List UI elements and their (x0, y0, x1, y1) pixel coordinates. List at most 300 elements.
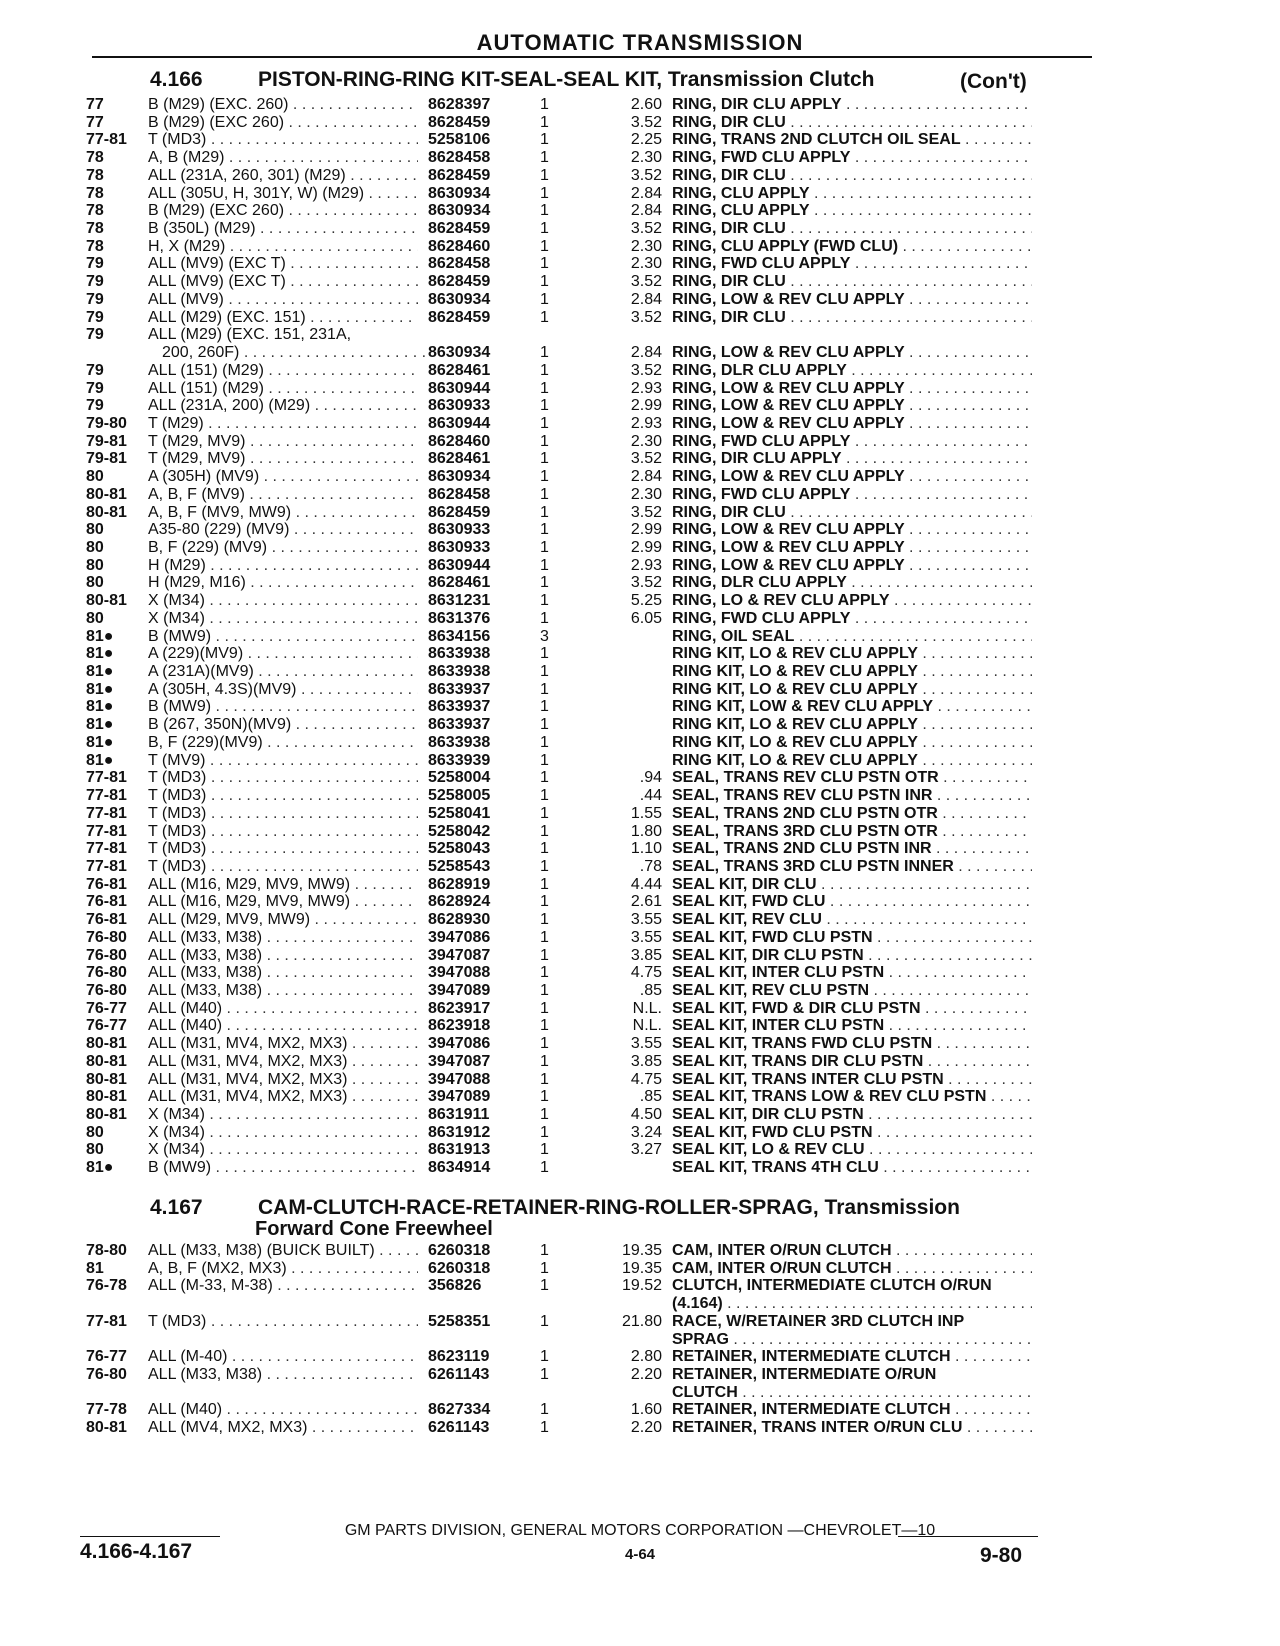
continued-label: (Con't) (960, 70, 1027, 93)
price: 2.99 (630, 539, 662, 556)
part-name: RING, FWD CLU APPLY . . . (672, 433, 1032, 451)
model-year: 76-80 (86, 964, 127, 982)
price: 2.80 (630, 1348, 662, 1366)
table-row (0, 911, 1280, 930)
quantity: 1 (540, 1035, 549, 1053)
part-name: RING, LOW & REV CLU APPLY . . . (672, 539, 1032, 557)
part-number: 8623918 (428, 1017, 491, 1035)
application: T (M29) . . . (148, 415, 418, 433)
quantity: 1 (540, 397, 549, 415)
model-year: 80 (86, 1123, 104, 1141)
model-year: 77-81 (86, 840, 127, 858)
part-name: SEAL KIT, DIR CLU . . . (672, 876, 1032, 894)
part-number: 5258351 (428, 1312, 491, 1330)
table-row (0, 876, 1280, 895)
table-row (0, 592, 1280, 611)
application: T (MD3) . . . (148, 805, 418, 823)
application: ALL (MV4, MX2, MX3) . . . (148, 1419, 418, 1437)
application: T (MV9) . . . (148, 752, 418, 770)
price: 2.30 (630, 149, 662, 167)
part-name: RING, FWD CLU APPLY . . . (672, 255, 1032, 273)
part-name: RING, LO & REV CLU APPLY . . . (672, 592, 1032, 610)
table-row (0, 1000, 1280, 1019)
model-year: 76-81 (86, 911, 127, 929)
price: 2.30 (630, 255, 662, 273)
part-number: 8630944 (428, 414, 491, 432)
part-name: RING, CLU APPLY . . . (672, 185, 1032, 203)
table-row (0, 610, 1280, 629)
table-row (0, 964, 1280, 983)
application: ALL (M29) (EXC. 151, 231A, (148, 326, 352, 344)
table-row (0, 468, 1280, 487)
footer-page-number: 4-64 (624, 1546, 656, 1563)
price: 1.60 (630, 1401, 662, 1419)
price: 3.55 (630, 928, 662, 946)
model-year: 79 (86, 379, 104, 397)
quantity: 1 (540, 1259, 549, 1277)
quantity: 1 (540, 1088, 549, 1106)
part-name: SEAL KIT, TRANS FWD CLU PSTN . . . (672, 1035, 1032, 1053)
part-number: 8633938 (428, 733, 491, 751)
application: B (MW9) . . . (148, 628, 418, 646)
quantity: 1 (540, 1242, 549, 1259)
price: 2.93 (630, 379, 662, 397)
application: A, B, F (MV9) . . . (148, 486, 418, 504)
part-name: RING, LOW & REV CLU APPLY . . . (672, 557, 1032, 575)
quantity: 1 (540, 149, 549, 167)
part-name: RETAINER, TRANS INTER O/RUN CLU . . . (672, 1419, 1032, 1437)
table-row (0, 1159, 1280, 1178)
model-year: 80 (86, 521, 104, 539)
model-year: 79 (86, 308, 104, 326)
table-row (0, 539, 1280, 558)
quantity: 1 (540, 857, 549, 875)
price: 2.84 (630, 202, 662, 220)
table-row (0, 504, 1280, 523)
part-name: RING, DIR CLU APPLY . . . (672, 96, 1032, 114)
price: 3.27 (630, 1141, 662, 1159)
application: B (MW9) . . . (148, 698, 418, 716)
price: 19.52 (621, 1277, 662, 1295)
model-year: 78-80 (86, 1242, 127, 1259)
price: 21.80 (621, 1312, 662, 1330)
part-name: RING, FWD CLU APPLY . . . (672, 149, 1032, 167)
part-number: 8623917 (428, 999, 491, 1017)
quantity: 1 (540, 946, 549, 964)
application: ALL (M16, M29, MV9, MW9) . . . (148, 876, 418, 894)
application: ALL (M16, M29, MV9, MW9) . . . (148, 893, 418, 911)
part-number: 8628459 (428, 308, 491, 326)
footer-date: 9-80 (980, 1544, 1023, 1567)
quantity: 1 (540, 1159, 549, 1177)
quantity: 1 (540, 468, 549, 486)
table-row (0, 823, 1280, 842)
price: 4.75 (630, 964, 662, 982)
table-row (0, 185, 1280, 204)
part-name: RING, DIR CLU . . . (672, 273, 1032, 291)
quantity: 1 (540, 379, 549, 397)
model-year: 77-81 (86, 857, 127, 875)
table-row (0, 752, 1280, 771)
part-name: RING, LOW & REV CLU APPLY . . . (672, 380, 1032, 398)
quantity: 1 (540, 237, 549, 255)
part-name: SEAL KIT, TRANS 4TH CLU . . . (672, 1159, 1032, 1177)
application: ALL (M33, M38) . . . (148, 964, 418, 982)
quantity: 1 (540, 645, 549, 663)
model-year: 79 (86, 361, 104, 379)
part-name: SEAL KIT, REV CLU PSTN . . . (672, 982, 1032, 1000)
model-year: 80 (86, 556, 104, 574)
model-year: 78 (86, 220, 104, 238)
model-year: 81 (86, 1259, 104, 1277)
model-year: 81● (86, 751, 114, 769)
model-year: 79 (86, 397, 104, 415)
quantity: 1 (540, 432, 549, 450)
part-number: 8628459 (428, 220, 491, 238)
application: 200, 260F) . . . (162, 344, 432, 362)
application: ALL (151) (M29) . . . (148, 380, 418, 398)
model-year: 77-81 (86, 787, 127, 805)
header-rule (92, 56, 1092, 58)
quantity: 1 (540, 414, 549, 432)
application: B (350L) (M29) . . . (148, 220, 418, 238)
application: ALL (M29) (EXC. 151) . . . (148, 309, 418, 327)
quantity: 1 (540, 96, 549, 113)
model-year: 77-78 (86, 1401, 127, 1419)
price: 2.99 (630, 521, 662, 539)
part-number: 8628458 (428, 149, 491, 167)
table-row (0, 1088, 1280, 1107)
table-row (0, 1313, 1280, 1332)
application: X (M34) . . . (148, 1106, 418, 1124)
application: A, B, F (MX2, MX3) . . . (148, 1260, 418, 1278)
application: A (229)(MV9) . . . (148, 645, 418, 663)
part-name: RING, CLU APPLY . . . (672, 202, 1032, 220)
application: A (231A)(MV9) . . . (148, 663, 418, 681)
quantity: 1 (540, 1348, 549, 1366)
table-row (0, 982, 1280, 1001)
model-year: 80 (86, 468, 104, 486)
model-year: 80-81 (86, 1106, 127, 1124)
part-number: 8628458 (428, 255, 491, 273)
part-name: SEAL KIT, INTER CLU PSTN . . . (672, 1017, 1032, 1035)
part-number: 8631913 (428, 1141, 491, 1159)
table-row (0, 769, 1280, 788)
part-number: 8633937 (428, 698, 491, 716)
model-year: 76-80 (86, 928, 127, 946)
quantity: 1 (540, 1312, 549, 1330)
section-title-line2: Forward Cone Freewheel (255, 1218, 493, 1240)
model-year: 79-81 (86, 432, 127, 450)
quantity: 1 (540, 822, 549, 840)
price: 1.55 (630, 804, 662, 822)
part-name: RING, DLR CLU APPLY . . . (672, 574, 1032, 592)
table-row (0, 858, 1280, 877)
model-year: 80-81 (86, 1052, 127, 1070)
table-row (0, 326, 1280, 345)
part-number: 5258005 (428, 787, 491, 805)
quantity: 3 (540, 627, 549, 645)
part-name: RING, LOW & REV CLU APPLY . . . (672, 468, 1032, 486)
part-name: RING, CLU APPLY (FWD CLU) . . . (672, 238, 1032, 256)
part-number: 6260318 (428, 1242, 491, 1259)
table-row (0, 1260, 1280, 1279)
quantity: 1 (540, 574, 549, 592)
table-row (0, 96, 1280, 115)
part-number: 3947089 (428, 1088, 491, 1106)
part-name: SEAL KIT, FWD CLU PSTN . . . (672, 1124, 1032, 1142)
application: ALL (M40) . . . (148, 1017, 418, 1035)
table-row (0, 1071, 1280, 1090)
table-row (0, 893, 1280, 912)
model-year: 81● (86, 627, 114, 645)
model-year: 77-81 (86, 769, 127, 787)
quantity: 1 (540, 964, 549, 982)
application: ALL (305U, H, 301Y, W) (M29) . . . (148, 185, 418, 203)
part-number: 3947086 (428, 928, 491, 946)
table-row (0, 1419, 1280, 1438)
model-year: 76-77 (86, 999, 127, 1017)
part-number: 8631912 (428, 1123, 491, 1141)
part-name: SEAL KIT, TRANS LOW & REV CLU PSTN . . . (672, 1088, 1032, 1106)
model-year: 77 (86, 113, 104, 131)
application: X (M34) . . . (148, 610, 418, 628)
price: 3.52 (630, 308, 662, 326)
quantity: 1 (540, 1017, 549, 1035)
model-year: 78 (86, 202, 104, 220)
price: .44 (639, 787, 662, 805)
part-number: 8630944 (428, 379, 491, 397)
price: 3.52 (630, 166, 662, 184)
table-row (0, 1295, 1280, 1314)
quantity: 1 (540, 911, 549, 929)
quantity: 1 (540, 450, 549, 468)
quantity: 1 (540, 166, 549, 184)
quantity: 1 (540, 521, 549, 539)
part-name: SEAL, TRANS REV CLU PSTN INR . . . (672, 787, 1032, 805)
table-row (0, 574, 1280, 593)
model-year: 80 (86, 574, 104, 592)
part-number: 8628459 (428, 113, 491, 131)
table-row (0, 929, 1280, 948)
price: 3.52 (630, 361, 662, 379)
part-name: SEAL, TRANS REV CLU PSTN OTR . . . (672, 769, 1032, 787)
part-name: RING, DIR CLU APPLY . . . (672, 450, 1032, 468)
part-name: SEAL KIT, DIR CLU PSTN . . . (672, 947, 1032, 965)
price: 4.44 (630, 875, 662, 893)
part-number: 3947087 (428, 1052, 491, 1070)
application: B (M29) (EXC. 260) . . . (148, 96, 418, 114)
section-4-167 (0, 1196, 1280, 1240)
model-year: 78 (86, 237, 104, 255)
quantity: 1 (540, 592, 549, 610)
application: ALL (151) (M29) . . . (148, 362, 418, 380)
part-number: 8630933 (428, 521, 491, 539)
section-title: PISTON-RING-RING KIT-SEAL-SEAL KIT, Transmission Clutch (258, 68, 875, 91)
price: 3.55 (630, 911, 662, 929)
part-name: RING, DIR CLU . . . (672, 167, 1032, 185)
price: 3.52 (630, 220, 662, 238)
quantity: 1 (540, 131, 549, 149)
quantity: 1 (540, 220, 549, 238)
part-name: RETAINER, INTERMEDIATE O/RUN (672, 1365, 937, 1383)
model-year: 80-81 (86, 592, 127, 610)
part-name: RING, OIL SEAL . . . (672, 628, 1032, 646)
part-name: RING, LOW & REV CLU APPLY . . . (672, 521, 1032, 539)
part-number: 6261143 (428, 1419, 490, 1436)
model-year: 77-81 (86, 1312, 127, 1330)
part-number: 8634914 (428, 1159, 491, 1177)
application: T (MD3) . . . (148, 823, 418, 841)
part-name: RING KIT, LO & REV CLU APPLY . . . (672, 645, 1032, 663)
price: 3.85 (630, 946, 662, 964)
part-number: 8633938 (428, 663, 491, 681)
price: 4.75 (630, 1070, 662, 1088)
table-row (0, 202, 1280, 221)
price: 2.30 (630, 485, 662, 503)
application: ALL (MV9) . . . (148, 291, 418, 309)
price: 19.35 (621, 1242, 662, 1259)
part-number: 8633937 (428, 716, 491, 734)
model-year: 81● (86, 645, 114, 663)
application: A (305H) (MV9) . . . (148, 468, 418, 486)
part-number: 8628461 (428, 574, 491, 592)
section-number: 4.166 (150, 68, 203, 91)
table-row (0, 255, 1280, 274)
price: 2.20 (630, 1365, 662, 1383)
part-name: SEAL, TRANS 3RD CLU PSTN OTR . . . (672, 823, 1032, 841)
table-row (0, 645, 1280, 664)
price: 2.84 (630, 468, 662, 486)
part-name: RETAINER, INTERMEDIATE CLUTCH . . . (672, 1348, 1032, 1366)
part-name: RING KIT, LO & REV CLU APPLY . . . (672, 752, 1032, 770)
table-row (0, 787, 1280, 806)
part-name: SEAL KIT, INTER CLU PSTN . . . (672, 964, 1032, 982)
part-number: 8628461 (428, 361, 491, 379)
model-year: 76-80 (86, 982, 127, 999)
quantity: 1 (540, 361, 549, 379)
model-year: 80-81 (86, 1070, 127, 1088)
part-name: RING, LOW & REV CLU APPLY . . . (672, 291, 1032, 309)
application: H, X (M29) . . . (148, 238, 418, 256)
table-row (0, 521, 1280, 540)
part-number: 8628919 (428, 875, 491, 893)
quantity: 1 (540, 1052, 549, 1070)
table-row (0, 273, 1280, 292)
price: 3.55 (630, 1035, 662, 1053)
part-number: 8631231 (428, 592, 491, 610)
quantity: 1 (540, 1365, 549, 1383)
model-year: 79-80 (86, 414, 127, 432)
part-name: SEAL, TRANS 2ND CLU PSTN OTR . . . (672, 805, 1032, 823)
section-number: 4.167 (150, 1196, 203, 1219)
application: X (M34) . . . (148, 1141, 418, 1159)
table-row (0, 415, 1280, 434)
table-row (0, 805, 1280, 824)
application: B, F (229)(MV9) . . . (148, 734, 418, 752)
table-row (0, 114, 1280, 133)
application: H (M29) . . . (148, 557, 418, 575)
part-name: SEAL KIT, TRANS INTER CLU PSTN . . . (672, 1071, 1032, 1089)
part-number: 8630934 (428, 184, 491, 202)
quantity: 1 (540, 804, 549, 822)
part-number: 8630934 (428, 344, 491, 362)
part-name: SPRAG . . . (672, 1331, 1032, 1349)
table-row (0, 220, 1280, 239)
application: ALL (M33, M38) . . . (148, 929, 418, 947)
part-name: RING KIT, LOW & REV CLU APPLY . . . (672, 698, 1032, 716)
model-year: 77-81 (86, 822, 127, 840)
model-year: 81● (86, 716, 114, 734)
application: T (MD3) . . . (148, 787, 418, 805)
table-row (0, 1384, 1280, 1403)
application: A (305H, 4.3S)(MV9) . . . (148, 681, 418, 699)
part-number: 8630934 (428, 290, 491, 308)
part-name: RING, DIR CLU . . . (672, 220, 1032, 238)
quantity: 1 (540, 113, 549, 131)
part-number: 8628459 (428, 166, 491, 184)
part-name: RING, DIR CLU . . . (672, 114, 1032, 132)
part-number: 5258042 (428, 822, 491, 840)
table-row (0, 557, 1280, 576)
quantity: 1 (540, 1401, 549, 1419)
quantity: 1 (540, 1277, 549, 1295)
table-row (0, 309, 1280, 328)
table-row (0, 362, 1280, 381)
model-year: 79 (86, 273, 104, 291)
table-row (0, 1141, 1280, 1160)
part-number: 5258041 (428, 804, 491, 822)
quantity: 1 (540, 840, 549, 858)
application: T (MD3) . . . (148, 131, 418, 149)
part-number: 8630933 (428, 397, 491, 415)
quantity: 1 (540, 503, 549, 521)
quantity: 1 (540, 999, 549, 1017)
part-number: 8630934 (428, 468, 491, 486)
part-number: 8628459 (428, 503, 491, 521)
part-number: 5258043 (428, 840, 491, 858)
part-name: CAM, INTER O/RUN CLUTCH . . . (672, 1242, 1032, 1260)
quantity: 1 (540, 680, 549, 698)
model-year: 80-81 (86, 485, 127, 503)
table-row (0, 1017, 1280, 1036)
table-row (0, 1124, 1280, 1143)
quantity: 1 (540, 982, 549, 999)
page-header-title: AUTOMATIC TRANSMISSION (476, 30, 804, 55)
model-year: 76-77 (86, 1348, 127, 1366)
part-name: RING, DLR CLU APPLY . . . (672, 362, 1032, 380)
table-row (0, 1035, 1280, 1054)
part-name: RING, LOW & REV CLU APPLY . . . (672, 397, 1032, 415)
application: B (M29) (EXC 260) . . . (148, 202, 418, 220)
price: 2.93 (630, 414, 662, 432)
model-year: 80 (86, 1141, 104, 1159)
price: 2.84 (630, 184, 662, 202)
price: N.L. (632, 1017, 662, 1035)
model-year: 76-77 (86, 1017, 127, 1035)
price: 2.60 (630, 96, 662, 113)
quantity: 1 (540, 716, 549, 734)
application: ALL (M29, MV9, MW9) . . . (148, 911, 418, 929)
part-number: 8628461 (428, 450, 491, 468)
model-year: 80-81 (86, 503, 127, 521)
application: ALL (MV9) (EXC T) . . . (148, 273, 418, 291)
application: ALL (M33, M38) . . . (148, 982, 418, 1000)
part-number: 8628924 (428, 893, 491, 911)
quantity: 1 (540, 255, 549, 273)
application: T (MD3) . . . (148, 769, 418, 787)
footer-section-range: 4.166-4.167 (80, 1540, 193, 1563)
